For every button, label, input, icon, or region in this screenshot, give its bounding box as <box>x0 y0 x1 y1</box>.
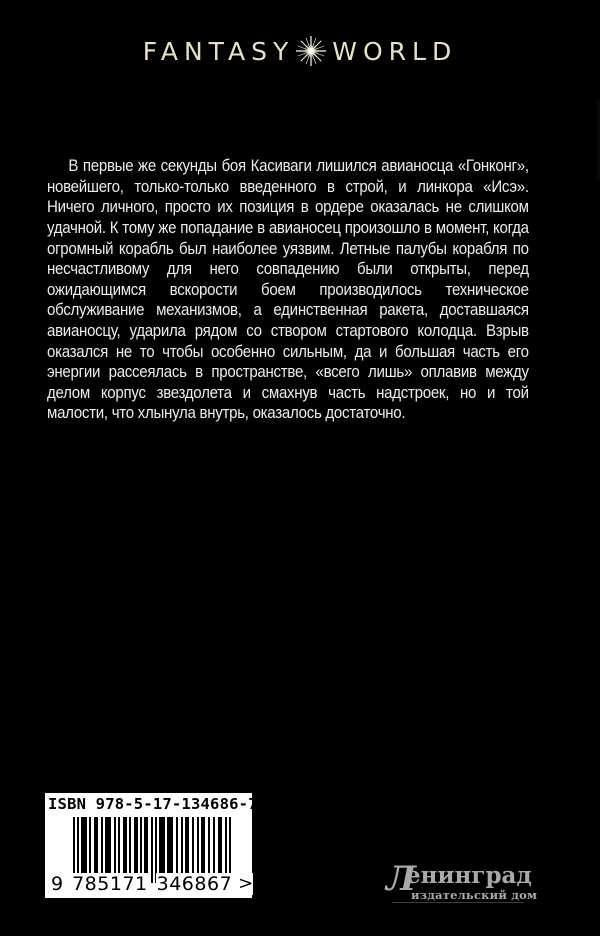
ean-right-group: 346867 <box>156 873 233 895</box>
ean-digits <box>51 873 253 895</box>
publisher-underline <box>392 902 524 903</box>
publisher-name: енинград <box>406 862 532 889</box>
publisher-initial: Л <box>386 859 417 899</box>
series-word-fantasy: FANTASY <box>142 36 295 66</box>
sparkle-star-icon <box>296 36 326 66</box>
isbn-barcode <box>45 793 258 898</box>
publisher-logo <box>386 859 538 904</box>
series-logo <box>0 36 600 66</box>
quiet-zone-arrow-icon: > <box>238 873 254 894</box>
ean-left-group: 785171 <box>72 873 148 895</box>
isbn-label: ISBN 978-5-17-134686-7 <box>48 795 258 813</box>
series-word-world: WORLD <box>332 36 458 66</box>
blurb-text: В первые же секунды боя Касиваги лишился авианосца «Гонконг», новейшего, только-только введенного в строй, и линкора «Исэ». Ничего личного, просто их позиция в ордере оказалась не слишком удачной. К тому же попадание в авианосец произошло в момент, когда огромный корабль был наиболее уязвим. Летные палубы корабля по несчастливому для него совпадению были открыты, перед ожидающимся вскорости боем производилось техническое обслуживание механизмов, а единственная ракета, доставшаяся авианосцу, ударила рядом со створом стартового колодца. Взрыв оказался не то чтобы особенно сильным, да и большая часть его энергии рассеялась в пространстве, «всего лишь» оплавив между делом корпус звездолета и смахнув часть надстроек, но и той малости, что хлынула внутрь, оказалось достаточно. <box>47 157 529 423</box>
spine-edge <box>594 100 600 180</box>
ean-first-digit: 9 <box>51 873 64 895</box>
publisher-subtitle: издательский дом <box>411 888 538 902</box>
